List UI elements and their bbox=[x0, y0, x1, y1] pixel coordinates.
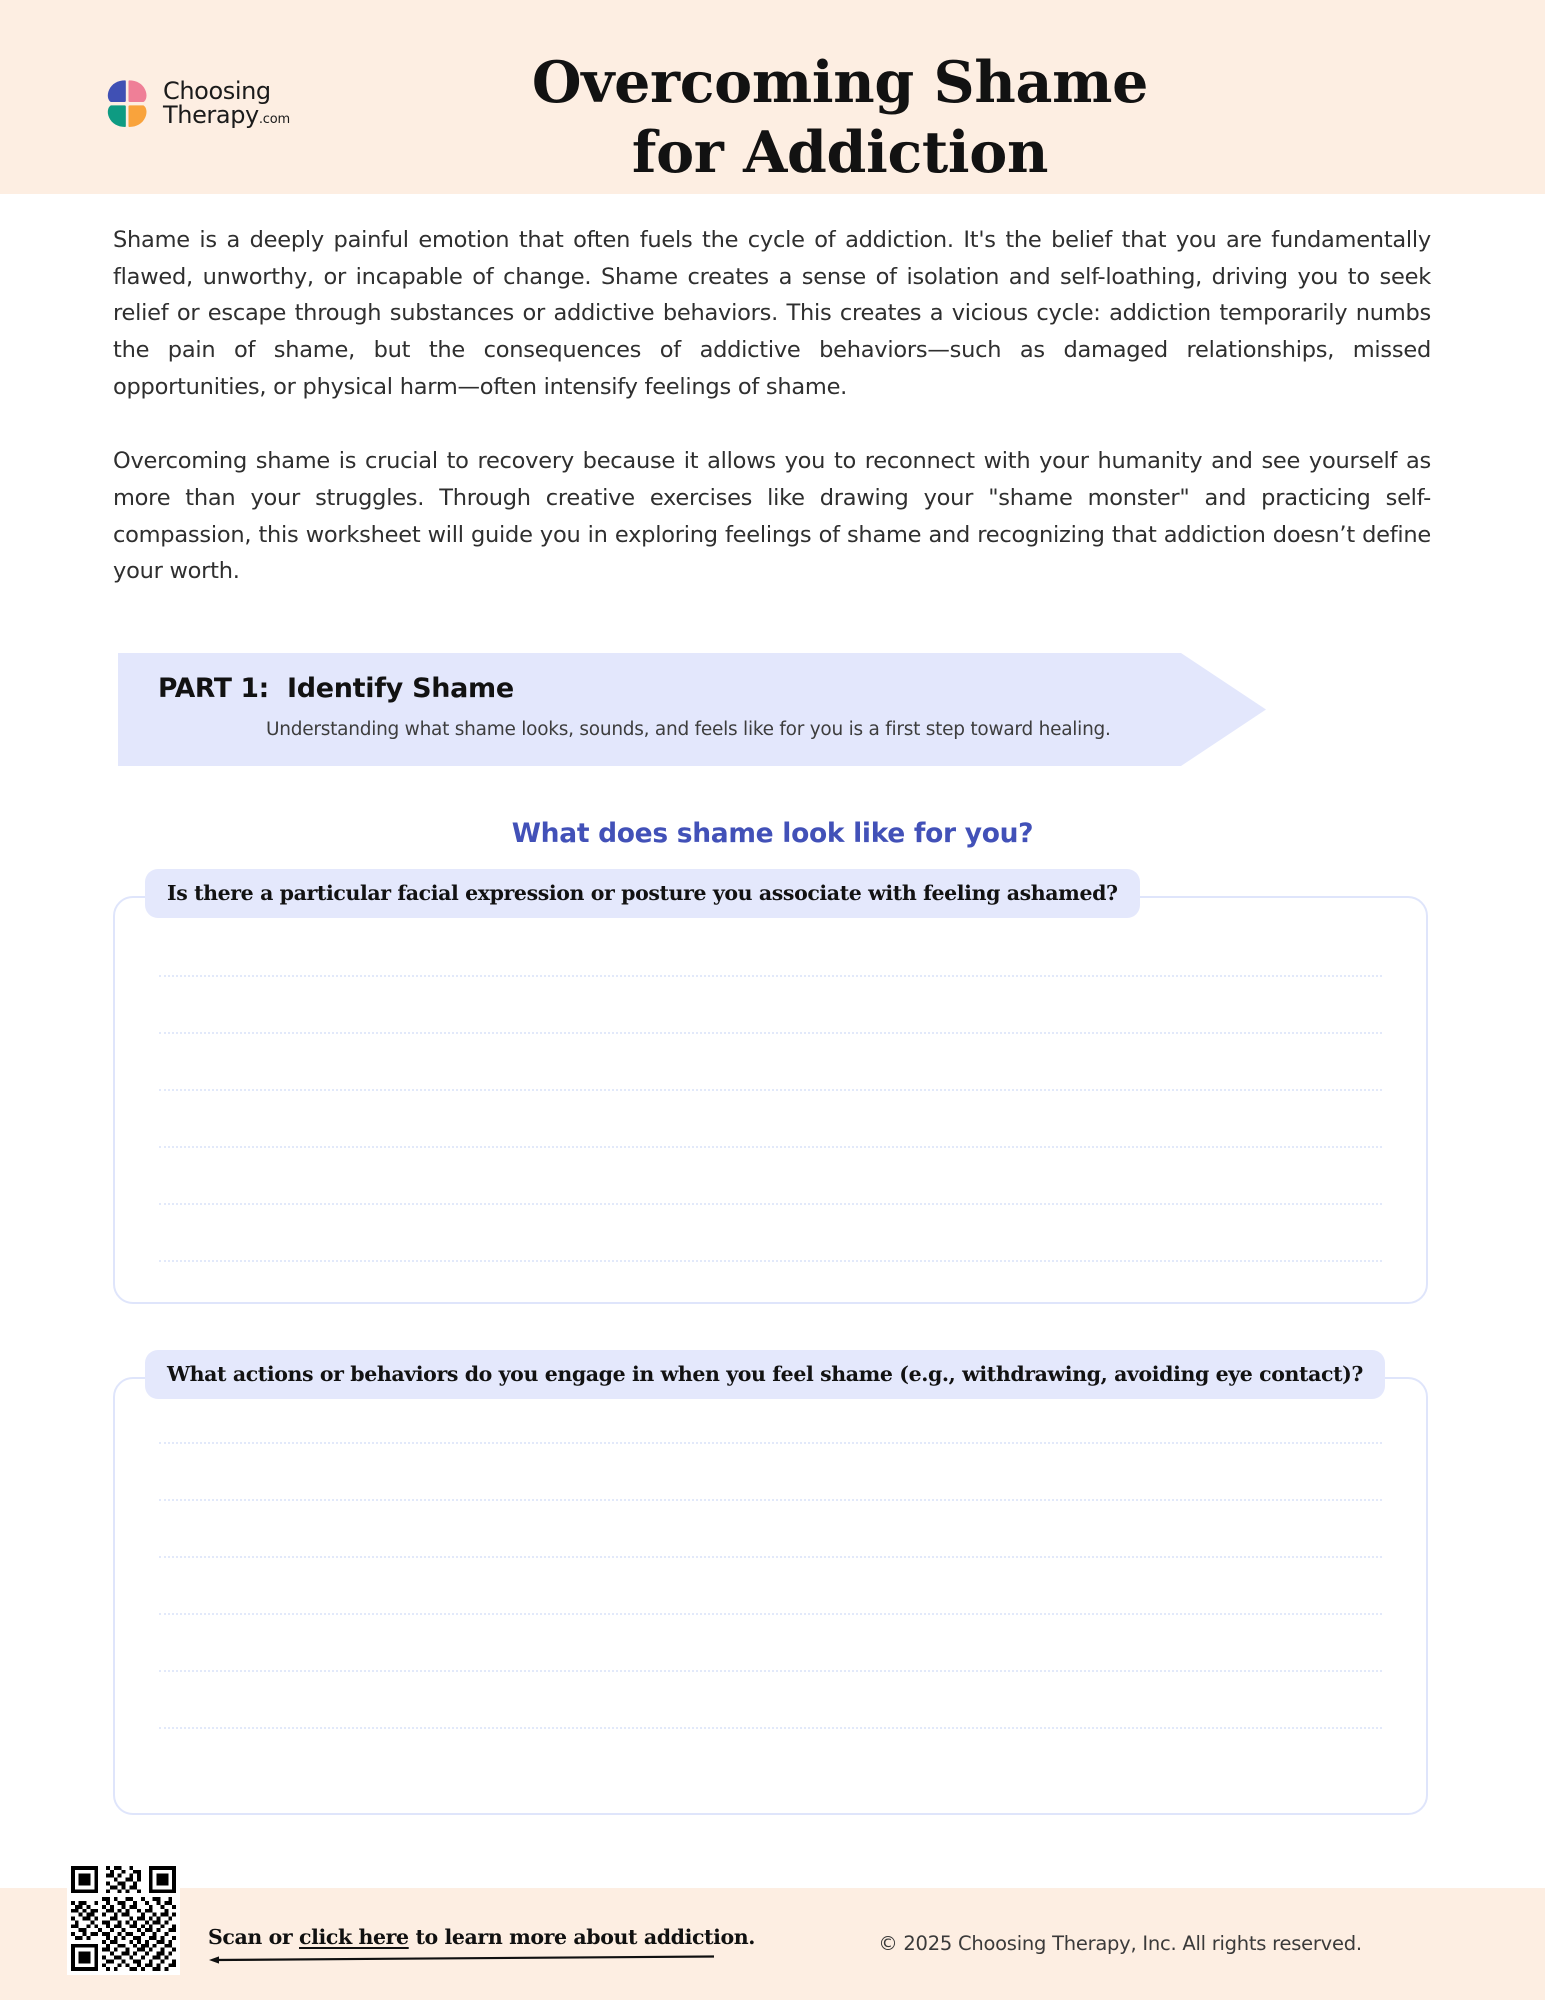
page-title-line-1: Overcoming Shame bbox=[531, 49, 1149, 117]
footer-link-wrap[interactable] bbox=[208, 1925, 756, 1949]
footer-link-text[interactable] bbox=[208, 1925, 756, 1949]
part-subtitle: Understanding what shame looks, sounds, and feels like for you is a first step toward healing. bbox=[266, 719, 1111, 740]
answer-box-1[interactable] bbox=[113, 896, 1428, 1304]
part-banner-shape bbox=[118, 653, 1266, 766]
arrow-left-icon bbox=[208, 1954, 714, 1966]
choosing-therapy-logo-icon bbox=[100, 78, 154, 130]
question-block-1 bbox=[113, 869, 1428, 1304]
brand-name-line2: Therapy bbox=[163, 101, 259, 129]
page-title bbox=[300, 48, 1380, 188]
question-prompt-2: What actions or behaviors do you engage in when you feel shame (e.g., withdrawing, avoiding eye contact)? bbox=[145, 1350, 1385, 1399]
qr-code-icon[interactable] bbox=[67, 1862, 180, 1975]
intro-section bbox=[113, 222, 1431, 590]
brand-domain-suffix: .com bbox=[258, 112, 290, 127]
part-banner bbox=[118, 653, 1266, 766]
brand-wordmark bbox=[163, 77, 290, 129]
intro-paragraph-2: Overcoming shame is crucial to recovery because it allows you to reconnect with your humanity and see yourself as more than your struggles. Through creative exercises like drawing your "shame monster" and practicing self-compassion, this worksheet will guide you in exploring feelings of shame and recognizing that addiction doesn’t define your worth. bbox=[113, 448, 1431, 585]
footer-link-prefix: Scan or bbox=[208, 1925, 300, 1949]
question-prompt-1: Is there a particular facial expression or posture you associate with feeling ashamed? bbox=[145, 869, 1140, 918]
answer-lines-1 bbox=[159, 898, 1382, 1302]
brand-logo[interactable] bbox=[100, 78, 290, 130]
intro-paragraph-1: Shame is a deeply painful emotion that often fuels the cycle of addiction. It's the belief that you are fundamentally flawed, unworthy, or incapable of change. Shame creates a sense of isolation and self-loathing, driving you to seek relief or escape through substances or addictive behaviors. This creates a vicious cycle: addiction temporarily numbs the pain of shame, but the consequences of addictive behaviors—such as damaged relationships, missed opportunities, or physical harm—often intensify feelings of shame. bbox=[113, 227, 1431, 400]
question-block-2 bbox=[113, 1350, 1428, 1815]
page-title-line-2: for Addiction bbox=[631, 119, 1049, 187]
part-title-row bbox=[158, 673, 514, 704]
answer-box-2[interactable] bbox=[113, 1377, 1428, 1815]
footer-link-suffix: to learn more about addiction. bbox=[408, 1925, 756, 1949]
answer-lines-2 bbox=[159, 1379, 1382, 1813]
copyright-text: © 2025 Choosing Therapy, Inc. All rights reserved. bbox=[878, 1932, 1362, 1955]
section-heading: What does shame look like for you? bbox=[511, 818, 1034, 849]
footer-link-anchor[interactable]: click here bbox=[299, 1925, 409, 1949]
brand-name-line1: Choosing bbox=[163, 77, 271, 106]
part-name: Identify Shame bbox=[286, 673, 514, 704]
part-label: PART 1: bbox=[158, 673, 269, 704]
